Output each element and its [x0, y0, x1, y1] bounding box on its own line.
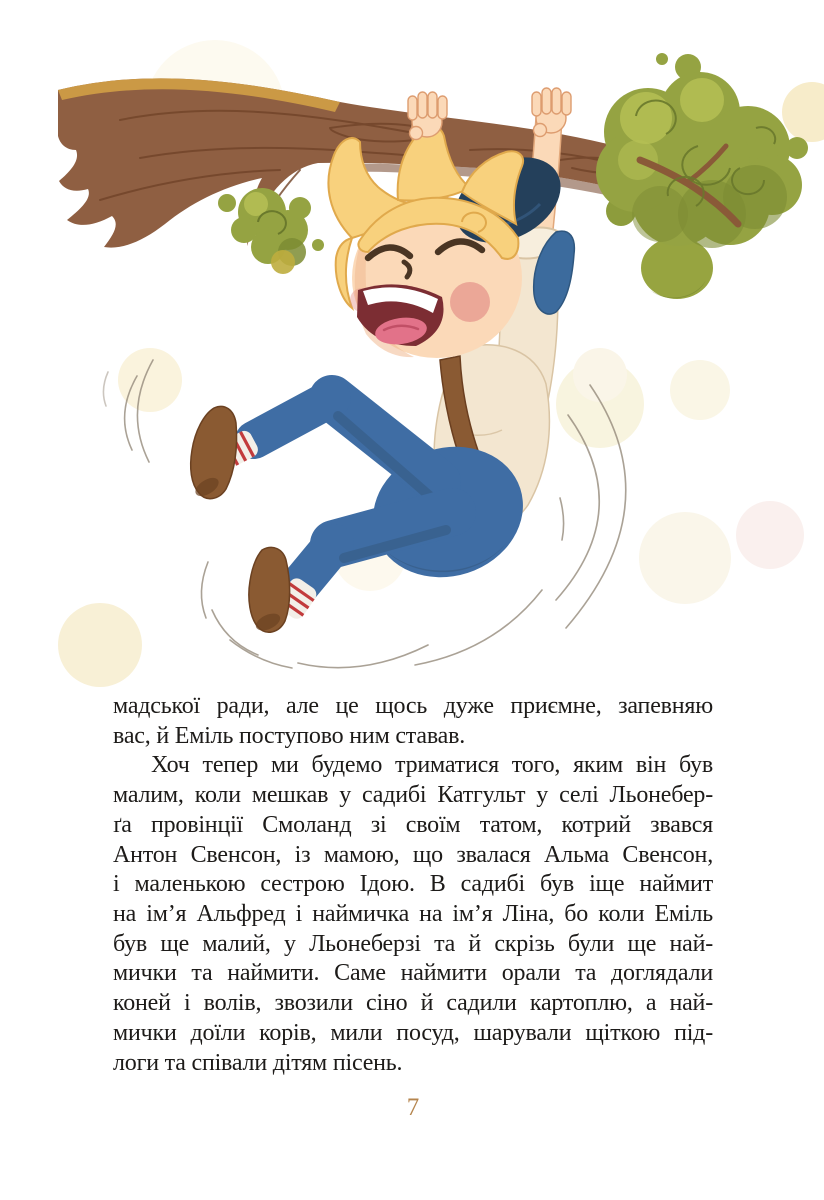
boy-right-hand [532, 88, 571, 137]
text-line: мички доїли корів, мили посуд, шарували щіткою під- [113, 1019, 713, 1046]
text-line: логи та співали дітям пісень. [113, 1049, 403, 1076]
text-line: був ще малий, у Льонеберзі та й скрізь були ще най- [113, 930, 713, 957]
text-line: і маленькою сестрою Ідою. В садибі був іще наймит [113, 871, 713, 898]
text-line: малим, коли мешкав у садибі Катгульт у селі Льонебер- [113, 782, 713, 809]
text-line: мадської ради, але це щось дуже приємне, запевняю [113, 693, 713, 719]
text-line: Антон Свенсон, із мамою, що звалася Альма Свенсон, [113, 841, 713, 868]
page-number: 7 [406, 1094, 420, 1121]
text-line: мички та наймити. Саме наймити орали та доглядали [113, 960, 713, 987]
twig-leaf-cluster [218, 188, 324, 274]
text-line: вас, й Еміль поступово ним ставав. [113, 722, 466, 749]
text-line: на ім’я Альфред і наймичка на ім’я Ліна, бо коли Еміль [113, 901, 713, 928]
text-line: ґа провінції Смоланд зі своїм татом, котрий звався [113, 811, 713, 838]
foliage-cloud [596, 53, 808, 299]
story-text [113, 692, 713, 1078]
text-line: коней і волів, звозили сіно й садили картоплю, а най- [113, 990, 713, 1017]
text-line: Хоч тепер ми будемо триматися того, яким він був [151, 752, 713, 779]
